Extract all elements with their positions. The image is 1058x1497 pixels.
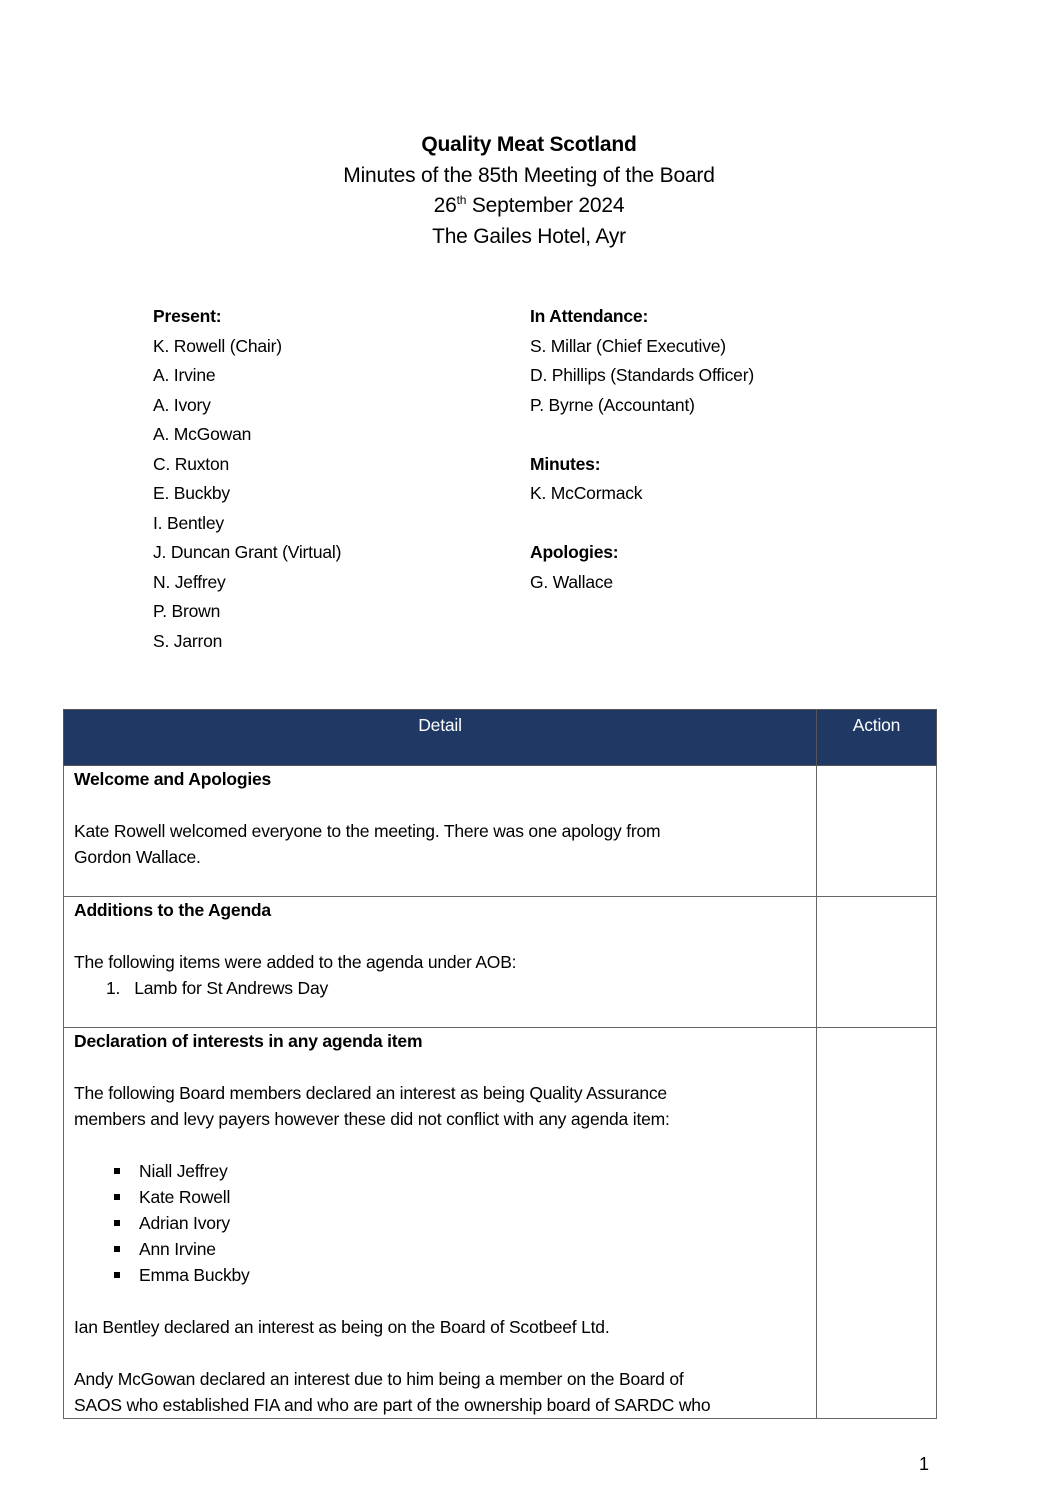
spacer xyxy=(530,509,754,539)
table-header-row xyxy=(64,710,937,766)
item-text: Lamb for St Andrews Day xyxy=(134,978,329,998)
section-text: SAOS who established FIA and who are part of the ownership board of SARDC who xyxy=(74,1395,711,1415)
table-row xyxy=(64,766,937,897)
column-header-action: Action xyxy=(817,710,937,766)
present-name: J. Duncan Grant (Virtual) xyxy=(153,542,342,562)
spacer xyxy=(74,923,806,949)
list-item-text: Emma Buckby xyxy=(139,1265,250,1285)
present-name: C. Ruxton xyxy=(153,453,230,474)
spacer xyxy=(74,1288,806,1314)
present-name: E. Buckby xyxy=(153,483,230,503)
present-name: S. Jarron xyxy=(153,630,223,651)
spacer xyxy=(74,792,806,818)
bullet-list xyxy=(74,1158,806,1288)
table-row xyxy=(64,897,937,1028)
section-text: Gordon Wallace. xyxy=(74,847,201,867)
meeting-date xyxy=(0,191,1058,222)
date-day: 26 xyxy=(433,194,457,217)
section-text: Kate Rowell welcomed everyone to the meeting. There was one apology from xyxy=(74,821,661,841)
bullet-square-icon xyxy=(114,1194,120,1200)
apologies-heading: Apologies: xyxy=(530,542,619,562)
action-cell xyxy=(817,897,937,1028)
attendance-name: S. Millar (Chief Executive) xyxy=(530,335,726,356)
action-cell xyxy=(817,1028,937,1419)
section-text: The following Board members declared an interest as being Quality Assurance xyxy=(74,1083,667,1103)
present-name: I. Bentley xyxy=(153,512,224,533)
apologies-name: G. Wallace xyxy=(530,571,613,592)
list-item xyxy=(74,1262,806,1288)
date-rest: September 2024 xyxy=(466,194,625,217)
spacer xyxy=(74,1054,806,1080)
spacer xyxy=(74,1340,806,1366)
list-item-text: Niall Jeffrey xyxy=(139,1161,228,1181)
list-item xyxy=(74,1236,806,1262)
detail-cell xyxy=(64,1028,817,1419)
item-number: 1. xyxy=(106,978,121,998)
present-name: P. Brown xyxy=(153,601,221,621)
section-text: The following items were added to the agenda under AOB: xyxy=(74,952,517,972)
list-item-text: Adrian Ivory xyxy=(139,1213,230,1233)
attendance-name: P. Byrne (Accountant) xyxy=(530,394,695,415)
section-title: Declaration of interests in any agenda item xyxy=(74,1031,423,1051)
bullet-square-icon xyxy=(114,1246,120,1252)
list-item-text: Kate Rowell xyxy=(139,1187,231,1207)
attendance-column xyxy=(530,302,754,597)
detail-cell xyxy=(64,897,817,1028)
column-header-detail: Detail xyxy=(64,710,817,766)
present-name: A. Irvine xyxy=(153,365,216,385)
organisation-name: Quality Meat Scotland xyxy=(421,133,637,156)
page-number: 1 xyxy=(919,1454,930,1474)
present-name: K. Rowell (Chair) xyxy=(153,335,282,356)
minutes-taker-name: K. McCormack xyxy=(530,483,643,503)
present-list xyxy=(153,302,341,656)
section-text: Ian Bentley declared an interest as being on the Board of Scotbeef Ltd. xyxy=(74,1317,610,1337)
minutes-table xyxy=(63,709,937,1419)
list-item xyxy=(74,1184,806,1210)
list-item-text: Ann Irvine xyxy=(139,1239,216,1259)
meeting-title: Minutes of the 85th Meeting of the Board xyxy=(343,163,715,187)
section-text: members and levy payers however these did not conflict with any agenda item: xyxy=(74,1109,670,1129)
list-item xyxy=(74,1158,806,1184)
bullet-square-icon xyxy=(114,1272,120,1278)
list-item xyxy=(74,1210,806,1236)
section-text: Andy McGowan declared an interest due to him being a member on the Board of xyxy=(74,1369,684,1389)
action-cell xyxy=(817,766,937,897)
spacer xyxy=(74,1132,806,1158)
bullet-square-icon xyxy=(114,1220,120,1226)
attendance-name: D. Phillips (Standards Officer) xyxy=(530,365,754,385)
section-title: Additions to the Agenda xyxy=(74,900,271,920)
present-name: N. Jeffrey xyxy=(153,571,226,592)
document-header xyxy=(0,130,1058,252)
spacer xyxy=(530,420,754,450)
section-title: Welcome and Apologies xyxy=(74,769,272,789)
attendance-heading: In Attendance: xyxy=(530,306,649,326)
meeting-venue: The Gailes Hotel, Ayr xyxy=(432,224,626,248)
detail-cell xyxy=(64,766,817,897)
present-name: A. McGowan xyxy=(153,424,252,444)
present-name: A. Ivory xyxy=(153,394,211,415)
table-row xyxy=(64,1028,937,1419)
numbered-item xyxy=(74,975,806,1001)
minutes-heading: Minutes: xyxy=(530,453,601,474)
present-heading: Present: xyxy=(153,306,222,326)
bullet-square-icon xyxy=(114,1168,120,1174)
date-suffix: th xyxy=(456,193,467,207)
